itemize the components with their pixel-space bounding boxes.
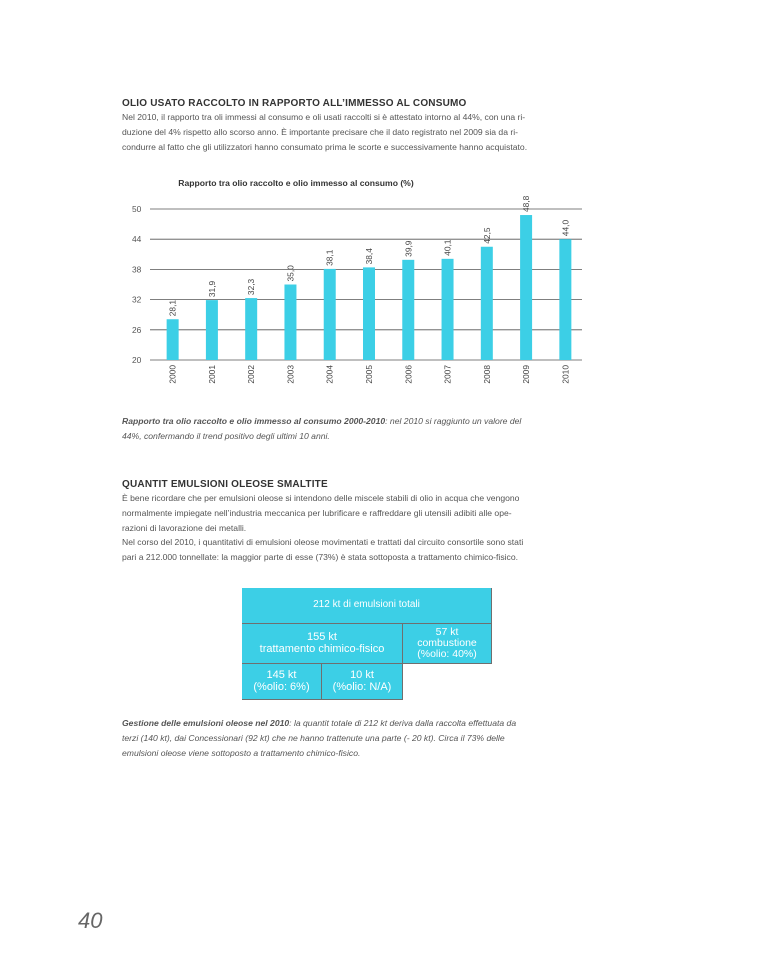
bar-value-label: 42,5 bbox=[481, 227, 492, 244]
bar bbox=[284, 285, 296, 361]
bar-value-label: 40,1 bbox=[442, 239, 453, 256]
bar bbox=[520, 215, 532, 360]
x-tick-label: 2008 bbox=[481, 365, 492, 384]
bar bbox=[559, 239, 571, 360]
y-tick-label: 32 bbox=[132, 294, 142, 305]
combustion-box bbox=[403, 624, 492, 664]
bar bbox=[245, 298, 257, 360]
x-tick-label: 2010 bbox=[560, 365, 571, 384]
bar bbox=[324, 269, 336, 360]
paragraph-line: È bene ricordare che per emulsioni oleose si intendono delle miscele stabili di olio in acqua che vengono bbox=[122, 493, 520, 503]
bar bbox=[402, 260, 414, 360]
x-tick-label: 2009 bbox=[521, 365, 532, 384]
caption-bold: Gestione delle emulsioni oleose nel 2010 bbox=[122, 718, 290, 728]
subtreatment-box-10 bbox=[322, 664, 403, 700]
section-title-emulsions: QUANTIT EMULSIONI OLEOSE SMALTITE bbox=[122, 479, 328, 490]
combustion-amount: 57 kt bbox=[435, 625, 459, 638]
paragraph-line: Nel 2010, il rapporto tra oli immessi al consumo e oli usati raccolti si è attestato intorno al 44%, con una ri- bbox=[122, 112, 526, 122]
x-tick-label: 2000 bbox=[167, 365, 178, 384]
bar-value-label: 35,0 bbox=[285, 265, 296, 282]
y-tick-label: 50 bbox=[132, 204, 142, 214]
paragraph-line: Nel corso del 2010, i quantitativi di emulsioni oleose movimentati e trattati dal circuito consortile sono stati bbox=[122, 537, 524, 548]
caption-line bbox=[122, 716, 585, 731]
caption-text: : la quantit totale di 212 kt deriva dalla raccolta effettuata da bbox=[289, 718, 517, 728]
bar bbox=[363, 267, 375, 360]
y-tick-label: 44 bbox=[132, 234, 142, 245]
sub2-amount: 10 kt bbox=[350, 668, 374, 681]
sub1-amount: 145 kt bbox=[266, 668, 297, 681]
paragraph-line: pari a 212.000 tonnellate: la maggior parte di esse (73%) è stata sottoposta a trattamento chimico-fisico. bbox=[122, 552, 519, 563]
x-tick-label: 2005 bbox=[364, 365, 374, 384]
chemical-amount: 155 kt bbox=[307, 630, 337, 643]
caption-text: : nel 2010 si raggiunto un valore del bbox=[385, 416, 522, 426]
bar bbox=[167, 319, 179, 360]
bar-value-label: 38,1 bbox=[324, 249, 335, 266]
page-number: 40 bbox=[78, 908, 103, 933]
bar-chart bbox=[110, 172, 590, 392]
x-tick-label: 2001 bbox=[206, 365, 217, 384]
bar-value-label: 48,8 bbox=[521, 195, 532, 213]
chart-title: Rapporto tra olio raccolto e olio immesso al consumo (%) bbox=[178, 178, 414, 188]
sub1-oil-pct: (%olio: 6%) bbox=[253, 680, 310, 693]
paragraph-line: duzione del 4% rispetto allo scorso anno. È importante precisare che il dato registrato nel 2009 sia da ri- bbox=[122, 126, 519, 137]
bar-value-label: 31,9 bbox=[206, 280, 217, 298]
x-tick-label: 2004 bbox=[324, 365, 335, 384]
x-tick-label: 2003 bbox=[285, 365, 296, 384]
sub2-oil-pct: (%olio: N/A) bbox=[332, 680, 392, 693]
x-tick-label: 2006 bbox=[403, 365, 414, 384]
section-emulsions-paragraph bbox=[122, 491, 585, 565]
bar-value-label: 38,4 bbox=[364, 248, 374, 265]
bar bbox=[206, 300, 218, 360]
bar bbox=[442, 259, 454, 360]
caption-bold: Rapporto tra olio raccolto e olio immesso al consumo 2000-2010 bbox=[122, 416, 386, 426]
caption-line: emulsioni oleose viene sottoposto a trattamento chimico-fisico. bbox=[122, 748, 361, 758]
y-tick-label: 20 bbox=[132, 355, 142, 365]
diagram-caption bbox=[122, 716, 585, 761]
bar bbox=[481, 247, 493, 360]
bar-value-label: 39,9 bbox=[403, 240, 414, 257]
paragraph-line: normalmente impiegate nell’industria meccanica per lubrificare e raffreddare gli utensili adibiti alle ope- bbox=[122, 507, 512, 518]
caption-line bbox=[122, 414, 585, 429]
chemical-physical-box bbox=[242, 624, 403, 664]
chart-caption bbox=[122, 414, 585, 444]
chemical-label: trattamento chimico-fisico bbox=[259, 642, 385, 655]
bar-value-label: 32,3 bbox=[246, 278, 257, 296]
bar-value-label: 28,1 bbox=[167, 299, 178, 317]
total-label: 212 kt di emulsioni totali bbox=[313, 599, 420, 611]
paragraph-line: razioni di lavorazione dei metalli. bbox=[122, 522, 247, 533]
section-used-oil-paragraph bbox=[122, 110, 585, 154]
total-box bbox=[242, 588, 492, 624]
caption-line: 44%, confermando il trend positivo degli ultimi 10 anni. bbox=[122, 431, 330, 441]
combustion-oil-pct: (%olio: 40%) bbox=[417, 648, 477, 660]
section-title-used-oil: OLIO USATO RACCOLTO IN RAPPORTO ALL’IMMESSO AL CONSUMO bbox=[122, 98, 467, 109]
y-tick-label: 38 bbox=[132, 264, 142, 275]
y-tick-label: 26 bbox=[132, 324, 142, 335]
paragraph-line: condurre al fatto che gli utilizzatori hanno consumato prima le scorte e successivamente hanno acquistato. bbox=[122, 141, 528, 152]
combustion-label: combustione bbox=[417, 636, 477, 649]
x-tick-label: 2007 bbox=[442, 365, 453, 384]
caption-line: terzi (140 kt), dai Concessionari (92 kt) che ne hanno trattenute una parte (- 20 kt). Circa il 73% delle bbox=[122, 733, 505, 743]
x-tick-label: 2002 bbox=[246, 365, 257, 384]
subtreatment-box-145 bbox=[242, 664, 322, 700]
bar-value-label: 44,0 bbox=[560, 219, 571, 237]
